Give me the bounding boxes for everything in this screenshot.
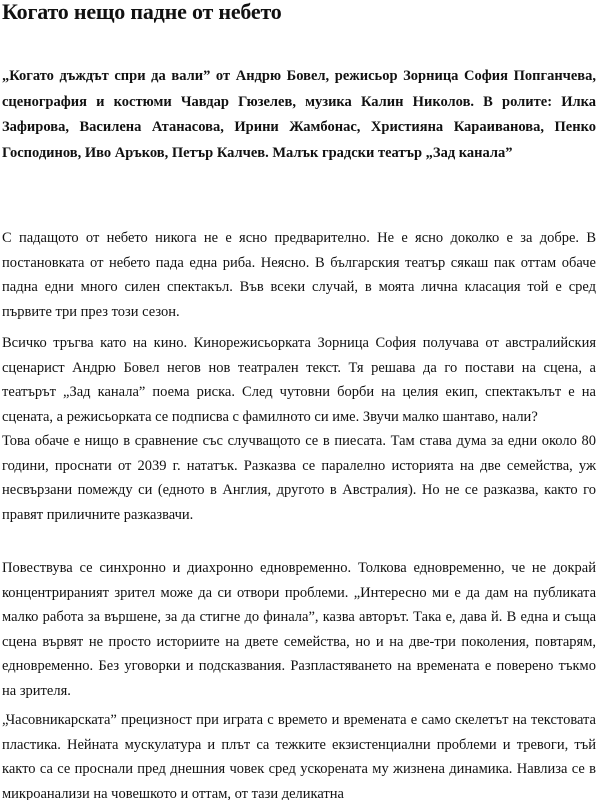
paragraph-3: Това обаче е нищо в сравнение със случващото се в пиесата. Там става дума за едни около 80 години, проснати от 2039 г. нататък. Разказва се паралелно историята на две семейства, уж несвързани помежду си (едното в Англия, другото в Австралия). Но не се разказва, както го правят приличните разказвачи. <box>2 433 596 523</box>
paragraph-4: Повествува се синхронно и диахронно едновременно. Толкова едновременно, че не докрай концентрираният зрител може да си отвори проблеми. „Интересно ми е да дам на публиката малко работа за вършене, за да стигне до финала”, казва авторът. Така е, дава й. В една и съща сцена вървят не просто историите на двете семейства, но и на две-три поколения, повтарям, едновременно. Без уговорки и подсказвания. Разпластяването на времената е поверено тъкмо на зрителя. <box>2 560 596 699</box>
paragraph-2: Всичко тръгва като на кино. Кинорежисьорката Зорница София получава от австралийския сценарист Андрю Бовел негов нов театрален текст. Тя решава да го постави на сцена, а театърът „Зад канала” поема риска. След чутовни борби на целия екип, спектакълът е на сцената, а режисьорката се подписва с фамилното си име. Звучи малко шантаво, нали? <box>2 335 596 425</box>
paragraph-5: „Часовникарската” прецизност при играта с времето и времената е само скелетът на текстовата пластика. Нейната мускулатура и плът са тежките екзистенциални проблеми и тревоги, тъй както са се проснали пред днешния човек сред ускорената му жизнена динамика. Навлиза се в микроанализи на човешкото и оттам, от тази деликатна <box>2 712 596 800</box>
paragraph-1: С падащото от небето никога не е ясно предварително. Не е ясно доколко е за добре. В постановката от небето пада една риба. Неясно. В българския театър сякаш пак оттам обаче падна едни много силен спектакъл. Във всеки случай, в моята лична класация той е сред първите три през този сезон. <box>2 230 596 320</box>
article-title: Когато нещо падне от небето <box>2 0 282 24</box>
article-subtitle: „Когато дъждът спри да вали” от Андрю Бовел, режисьор Зорница София Попганчева, сценография и костюми Чавдар Гюзелев, музика Калин Николов. В ролите: Илка Зафирова, Василена Атанасова, Ирини Жамбонас, Християна Караиванова, Пенко Господинов, Иво Аръков, Петър Калчев. Малък градски театър „Зад канала” <box>2 68 596 161</box>
